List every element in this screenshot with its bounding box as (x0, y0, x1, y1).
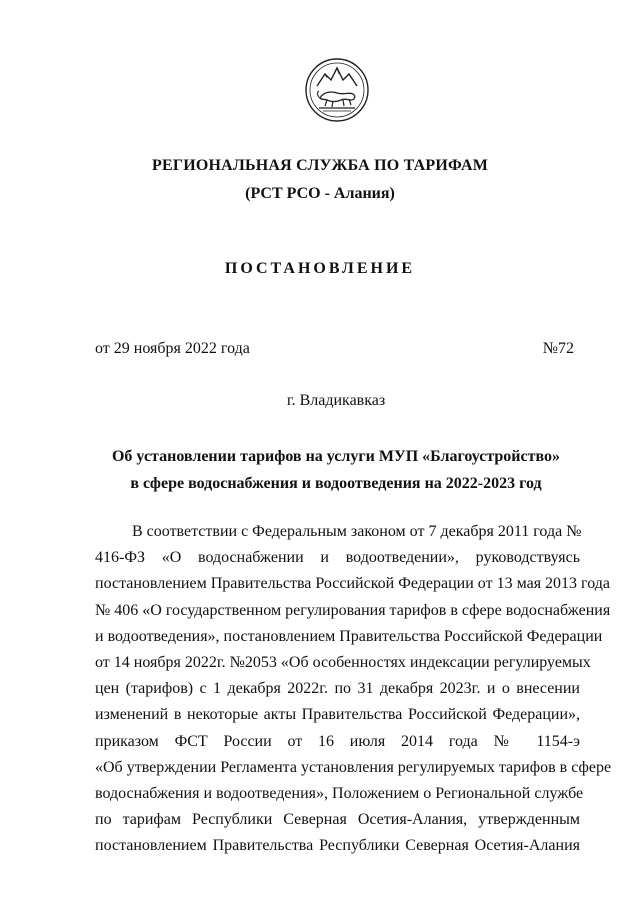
organization-abbreviation: (РСТ РСО - Алания) (245, 185, 395, 202)
document-type-heading: ПОСТАНОВЛЕНИЕ (224, 260, 416, 277)
body-line: 416-ФЗ «О водоснабжении и водоотведении», руководствуясь (95, 549, 580, 567)
body-line: изменений в некоторые акты Правительства Российской Федерации», (95, 706, 580, 724)
body-line: от 14 ноября 2022г. №2053 «Об особенностях индексации регулируемых (95, 653, 591, 671)
document-city: г. Владикавказ (286, 392, 386, 409)
body-line: водоснабжения и водоотведения», Положением о Региональной службе (95, 784, 584, 802)
body-line: приказом ФСТ России от 16 июля 2014 года № 1154-э (95, 732, 580, 750)
body-line: постановлением Правительства Республики Северная Осетия-Алания (95, 837, 580, 855)
document-title-line: в сфере водоснабжения и водоотведения на 2022-2023 год (130, 475, 542, 492)
document-title-line: Об установлении тарифов на услуги МУП «Благоустройство» (111, 448, 561, 465)
body-line: по тарифам Республики Северная Осетия-Алания, утвержденным (95, 811, 580, 829)
document-body (95, 519, 612, 859)
body-line: В соответствии с Федеральным законом от 7 декабря 2011 года № (132, 523, 582, 540)
organization-name: РЕГИОНАЛЬНАЯ СЛУЖБА ПО ТАРИФАМ (151, 157, 489, 174)
document-title (0, 443, 640, 497)
body-line: и водоотведения», постановлением Правительства Российской Федерации (95, 627, 603, 645)
body-line: № 406 «О государственном регулирования тарифов в сфере водоснабжения (95, 601, 611, 619)
body-line: «Об утверждении Регламента установления регулируемых тарифов в сфере (95, 758, 612, 776)
body-line: цен (тарифов) с 1 декабря 2022г. по 31 декабря 2023г. и о внесении (95, 680, 580, 698)
document-date: от 29 ноября 2022 года (95, 340, 250, 357)
body-line: постановлением Правительства Российской Федерации от 13 мая 2013 года (95, 575, 610, 593)
document-number: №72 (542, 340, 574, 357)
coat-of-arms-icon (303, 56, 371, 124)
